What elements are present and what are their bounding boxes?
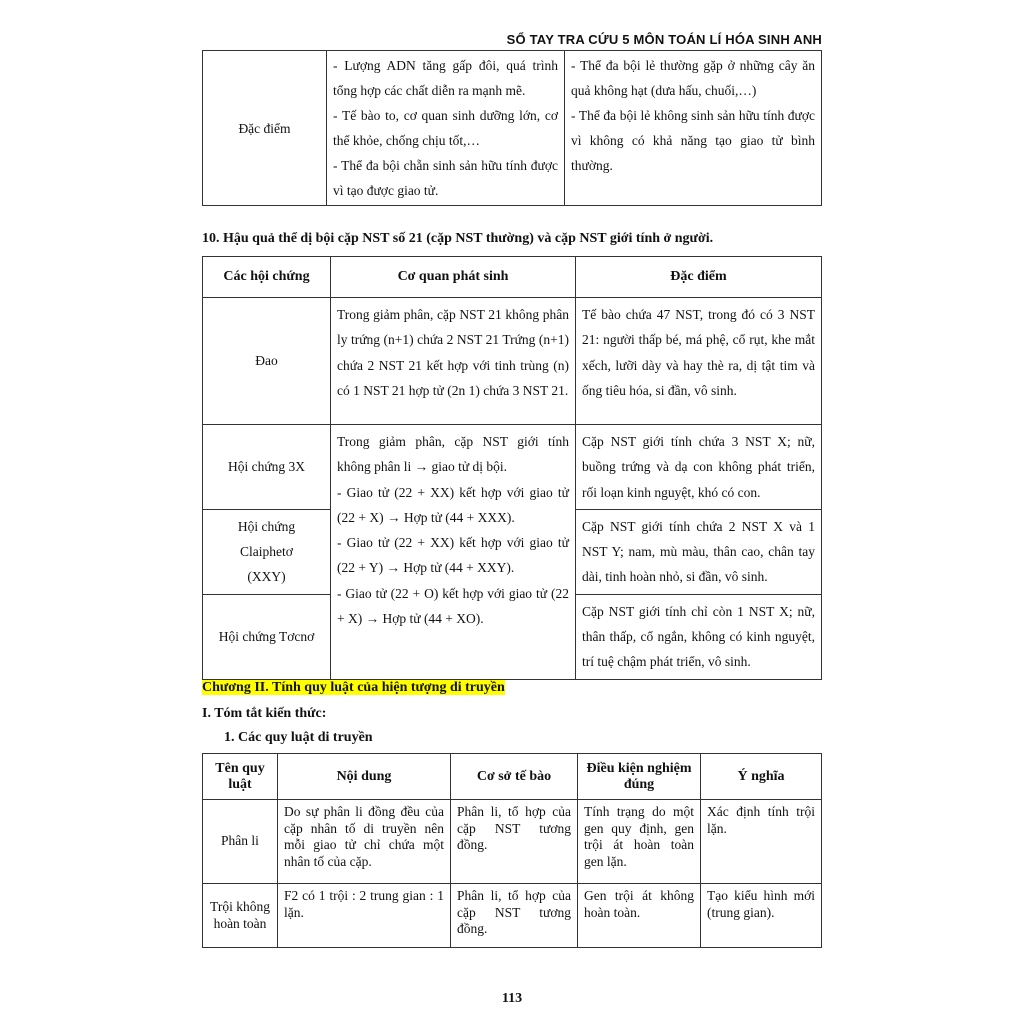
subheading-laws: 1. Các quy luật di truyền <box>224 730 373 745</box>
down-traits: Tế bào chứa 47 NST, trong đó có 3 NST 21: người thấp bé, má phệ, cổ rụt, khe mắt xếch, lưỡi dày và hay thè ra, dị tật tim và ống tiêu hóa, si đần, vô sinh. <box>576 298 822 425</box>
sex-origin-line-3: - Giao tử (22 + XX) kết hợp với giao tử (22 + Y) → Hợp tử (44 + XXY). <box>337 535 569 576</box>
sex-origin-line-4: - Giao tử (22 + O) kết hợp với giao tử (22 + X) → Hợp tử (44 + XO). <box>337 585 569 627</box>
page-number: 113 <box>501 991 523 1006</box>
col-header-law-name: Tên quy luật <box>203 754 278 800</box>
subheading-summary: I. Tóm tắt kiến thức: <box>202 706 327 721</box>
law-content: Do sự phân li đồng đều của cặp nhân tố di truyền nên mỗi giao tử chỉ chứa một nhân tố của cặp. <box>278 800 451 884</box>
section-10-title: 10. Hậu quả thể dị bội cặp NST số 21 (cặp NST thường) và cặp NST giới tính ở người. <box>202 231 714 246</box>
even-line-1: - Lượng ADN tăng gấp đôi, quá trình tổng hợp các chất diễn ra mạnh mẽ. <box>333 58 558 98</box>
down-origin: Trong giảm phân, cặp NST 21 không phân ly trứng (n+1) chứa 2 NST 21 Trứng (n+1) chứa 2 NST 21 kết hợp với tinh trùng (n) có 1 NST 21 hợp tử (2n 1) chứa 3 NST 21. <box>331 298 576 425</box>
even-line-3: - Thể đa bội chẵn sinh sản hữu tính được vì tạo được giao tử. <box>333 158 558 198</box>
sex-origin-line-2: - Giao tử (22 + XX) kết hợp với giao tử (22 + X) → Hợp tử (44 + XXX). <box>337 484 569 525</box>
col-header-syndrome: Các hội chứng <box>203 257 331 298</box>
law-content: F2 có 1 trội : 2 trung gian : 1 lặn. <box>278 884 451 948</box>
syndrome-turner: Hội chứng Tơcnơ <box>203 594 331 679</box>
law-name: Trội không hoàn toàn <box>203 884 278 948</box>
law-condition: Tính trạng do một gen quy định, gen trội át hoàn toàn gen lặn. <box>578 800 701 884</box>
col-header-meaning: Ý nghĩa <box>701 754 822 800</box>
col-header-traits: Đặc điểm <box>576 257 822 298</box>
sex-chromosome-origin <box>331 425 576 680</box>
polyploid-table <box>202 50 822 206</box>
klinefelter-name-line-1: Hội chứng <box>237 518 296 534</box>
law-condition: Gen trội át không hoàn toàn. <box>578 884 701 948</box>
col-header-content: Nội dung <box>278 754 451 800</box>
odd-line-2: - Thể đa bội lẻ không sinh sản hữu tính được vì không có khả năng tạo giao tử bình thường. <box>571 108 815 173</box>
law-name: Phân li <box>203 800 278 884</box>
sex-origin-line-1: Trong giảm phân, cặp NST giới tính không phân li → giao tử dị bội. <box>337 434 569 475</box>
syndrome-klinefelter <box>203 509 331 594</box>
col-header-basis: Cơ sở tế bào <box>451 754 578 800</box>
col-header-origin: Cơ quan phát sinh <box>331 257 576 298</box>
syndrome-3x: Hội chứng 3X <box>203 425 331 510</box>
law-basis: Phân li, tổ hợp của cặp NST tương đồng. <box>451 884 578 948</box>
inheritance-laws-table <box>202 753 822 948</box>
law-basis: Phân li, tổ hợp của cặp NST tương đồng. <box>451 800 578 884</box>
chapter-title-highlight: Chương II. Tính quy luật của hiện tượng di truyền <box>202 680 505 695</box>
table-row <box>203 800 822 884</box>
even-line-2: - Tế bào to, cơ quan sinh dưỡng lớn, cơ thể khỏe, chống chịu tốt,… <box>333 108 558 148</box>
klinefelter-name-line-3: (XXY) <box>247 569 286 585</box>
klinefelter-traits: Cặp NST giới tính chứa 2 NST X và 1 NST Y; nam, mù màu, thân cao, chân tay dài, tinh hoàn nhỏ, si đần, vô sinh. <box>576 509 822 594</box>
law-meaning: Xác định tính trội lặn. <box>701 800 822 884</box>
turner-traits: Cặp NST giới tính chỉ còn 1 NST X; nữ, thân thấp, cổ ngắn, không có kinh nguyệt, trí tuệ chậm phát triển, vô sinh. <box>576 594 822 679</box>
syndrome-down: Đao <box>203 298 331 425</box>
even-polyploid-cell <box>327 51 565 206</box>
klinefelter-name-line-2: Claiphetơ <box>240 544 293 560</box>
row-label-features: Đặc điểm <box>203 51 327 206</box>
col-header-condition: Điều kiện nghiệm đúng <box>578 754 701 800</box>
odd-line-1: - Thể đa bội lẻ thường gặp ở những cây ăn quả không hạt (dưa hấu, chuối,…) <box>571 58 815 98</box>
running-header: SỔ TAY TRA CỨU 5 MÔN TOÁN LÍ HÓA SINH ANH <box>506 32 822 47</box>
3x-traits: Cặp NST giới tính chứa 3 NST X; nữ, buồng trứng và dạ con không phát triển, rối loạn kinh nguyệt, khó có con. <box>576 425 822 510</box>
aneuploidy-table <box>202 256 822 680</box>
law-meaning: Tạo kiểu hình mới (trung gian). <box>701 884 822 948</box>
chapter-title <box>202 680 505 696</box>
table-row <box>203 884 822 948</box>
odd-polyploid-cell <box>565 51 822 206</box>
